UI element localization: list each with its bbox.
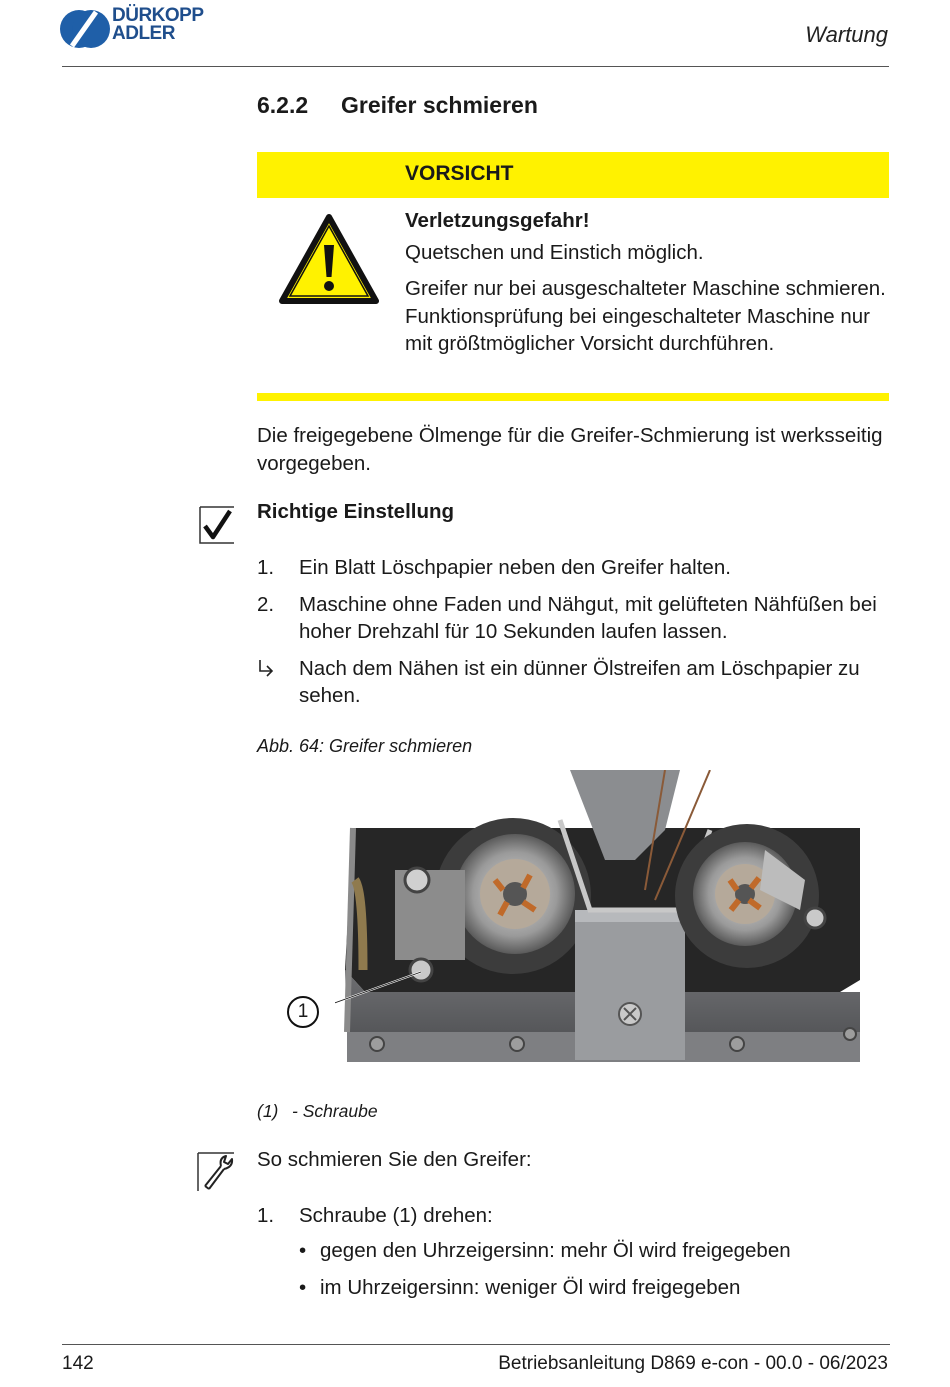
warning-bottom-rule (257, 393, 889, 401)
step-text: Maschine ohne Faden und Nähgut, mit gelüfteten Nähfüßen bei hoher Drehzahl für 10 Sekunden laufen lassen. (299, 593, 877, 643)
logo-mark-icon (60, 8, 110, 50)
figure-legend (257, 1101, 378, 1122)
section-number: 6.2.2 (257, 92, 309, 118)
header-divider (62, 66, 889, 67)
logo-text (112, 7, 204, 43)
warning-label: VORSICHT (405, 162, 514, 185)
legend-text: - Schraube (292, 1101, 378, 1121)
warning-triangle-icon (278, 213, 380, 305)
page-number: 142 (62, 1353, 94, 1374)
warning-text-1: Quetschen und Einstich möglich. (405, 240, 704, 264)
figure-callout-1: 1 (287, 996, 319, 1028)
step-text: Ein Blatt Löschpapier neben den Greifer halten. (299, 556, 731, 579)
logo-line-2: ADLER (112, 23, 175, 44)
header-section-title: Wartung (805, 22, 888, 47)
document-info: Betriebsanleitung D869 e-con - 00.0 - 06/2023 (498, 1353, 888, 1374)
checkmark-icon (199, 506, 235, 544)
legend-key: (1) (257, 1101, 279, 1121)
procedure-intro: So schmieren Sie den Greifer: (257, 1148, 532, 1171)
warning-text-2: Greifer nur bei ausgeschalteter Maschine schmieren. Funktionsprüfung bei eingeschalteter Maschine nur mit größtmöglicher Vorsicht durchführen. (405, 277, 886, 355)
intro-paragraph: Die freigegebene Ölmenge für die Greifer-Schmierung ist werksseitig vorgegeben. (257, 424, 883, 475)
warning-banner (257, 152, 889, 198)
bullet-text: im Uhrzeigersinn: weniger Öl wird freigegeben (320, 1276, 741, 1299)
wrench-icon (197, 1152, 235, 1192)
section-title: Greifer schmieren (341, 92, 538, 118)
footer-divider (62, 1344, 890, 1345)
company-logo (60, 6, 230, 50)
bullet-text: gegen den Uhrzeigersinn: mehr Öl wird freigegeben (320, 1239, 791, 1262)
hook-lubrication-photo (335, 770, 860, 1066)
warning-body (405, 207, 889, 367)
logo-line-1: DÜRKOPP (112, 5, 204, 26)
warning-headline: Verletzungsgefahr! (405, 209, 590, 232)
step-text: Schraube (1) drehen: (299, 1204, 493, 1227)
result-text: Nach dem Nähen ist ein dünner Ölstreifen am Löschpapier zu sehen. (299, 657, 860, 707)
figure-caption: Abb. 64: Greifer schmieren (257, 736, 473, 756)
step-number: 1. (257, 556, 275, 579)
step-number: 1. (257, 1204, 275, 1227)
section-heading (257, 92, 538, 119)
result-arrow-icon (257, 659, 275, 679)
correct-setting-title: Richtige Einstellung (257, 500, 455, 523)
step-number: 2. (257, 593, 275, 616)
